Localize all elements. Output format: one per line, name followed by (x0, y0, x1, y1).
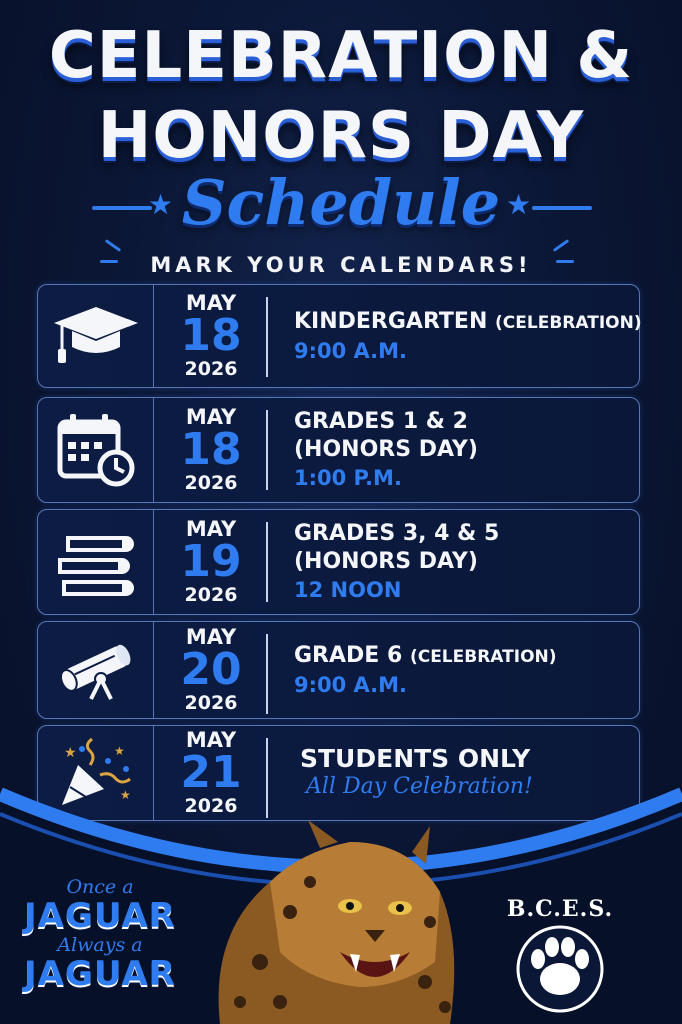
event-day: 21 (180, 747, 242, 798)
event-title (294, 308, 642, 337)
event-subtitle: (HONORS DAY) (294, 437, 478, 462)
schedule-card (37, 621, 640, 719)
event-date (156, 622, 266, 718)
event-title-main: GRADE 6 (294, 642, 403, 668)
svg-text:★: ★ (63, 745, 77, 761)
title-line-1: CELEBRATION & (48, 19, 634, 93)
event-year: 2026 (184, 584, 238, 606)
event-script-note: All Day Celebration! (306, 774, 533, 799)
event-year: 2026 (184, 795, 238, 817)
card-divider (266, 522, 268, 602)
schedule-card (37, 509, 640, 615)
schedule-script-title: Schedule (181, 166, 501, 239)
event-time: 9:00 A.M. (294, 672, 408, 697)
motto-line-always: Always a (57, 934, 143, 956)
event-month: MAY (185, 625, 237, 649)
event-time: 1:00 P.M. (294, 466, 402, 490)
event-info (294, 510, 634, 614)
event-date (156, 510, 266, 614)
title-line-2: HONORS DAY (97, 99, 585, 173)
jaguar-mascot-illustration (200, 812, 470, 1024)
card-divider (266, 297, 268, 377)
motto-line-jaguar-2: JAGUAR (24, 954, 176, 994)
jaguar-motto (10, 876, 190, 992)
svg-text:★: ★ (113, 744, 125, 758)
event-year: 2026 (184, 692, 238, 714)
event-title-main: KINDERGARTEN (294, 308, 488, 334)
event-month: MAY (185, 517, 237, 541)
event-day: 18 (180, 310, 242, 361)
event-date (156, 285, 266, 387)
paw-print-icon (510, 915, 610, 1015)
star-icon-left: ★ (148, 188, 174, 221)
sparkle-line-icon (105, 239, 121, 252)
svg-text:★: ★ (119, 788, 131, 802)
event-time: 12 NOON (294, 578, 402, 602)
motto-line-jaguar-1: JAGUAR (24, 896, 176, 936)
event-title-paren: (CELEBRATION) (495, 312, 642, 333)
schedule-card (37, 397, 640, 503)
event-title: GRADES 1 & 2 (294, 409, 468, 434)
event-day: 18 (180, 424, 242, 475)
event-year: 2026 (184, 472, 238, 494)
diploma-icon (53, 635, 139, 705)
graduation-cap-icon (50, 301, 142, 371)
event-date (156, 398, 266, 502)
event-month: MAY (185, 405, 237, 429)
motto-line-once: Once a (66, 876, 134, 898)
event-title: GRADES 3, 4 & 5 (294, 521, 500, 546)
event-title (294, 642, 634, 671)
event-month: MAY (185, 291, 237, 315)
schedule-card (37, 284, 640, 388)
card-divider (266, 410, 268, 490)
calendar-clock-icon (54, 410, 138, 490)
event-title: STUDENTS ONLY (300, 744, 531, 773)
event-title-paren: (CELEBRATION) (409, 646, 557, 667)
event-subtitle: (HONORS DAY) (294, 549, 478, 574)
books-stack-icon (54, 524, 138, 600)
card-icon-box (38, 510, 154, 614)
event-day: 20 (180, 644, 242, 695)
event-time: 9:00 A.M. (294, 338, 408, 363)
school-initials: B.C.E.S. (506, 896, 614, 922)
card-icon-box (38, 285, 154, 387)
mark-calendars-subtitle: MARK YOUR CALENDARS! (150, 253, 532, 277)
decorative-rule-right (532, 206, 592, 210)
event-info (294, 622, 634, 718)
card-divider (266, 634, 268, 714)
event-info (294, 285, 642, 387)
event-day: 19 (180, 536, 242, 587)
event-month: MAY (185, 728, 237, 752)
star-icon-right: ★ (506, 188, 532, 221)
event-info (294, 398, 634, 502)
event-year: 2026 (184, 358, 238, 380)
card-icon-box (38, 398, 154, 502)
card-icon-box (38, 622, 154, 718)
sparkle-line-icon (553, 239, 569, 252)
